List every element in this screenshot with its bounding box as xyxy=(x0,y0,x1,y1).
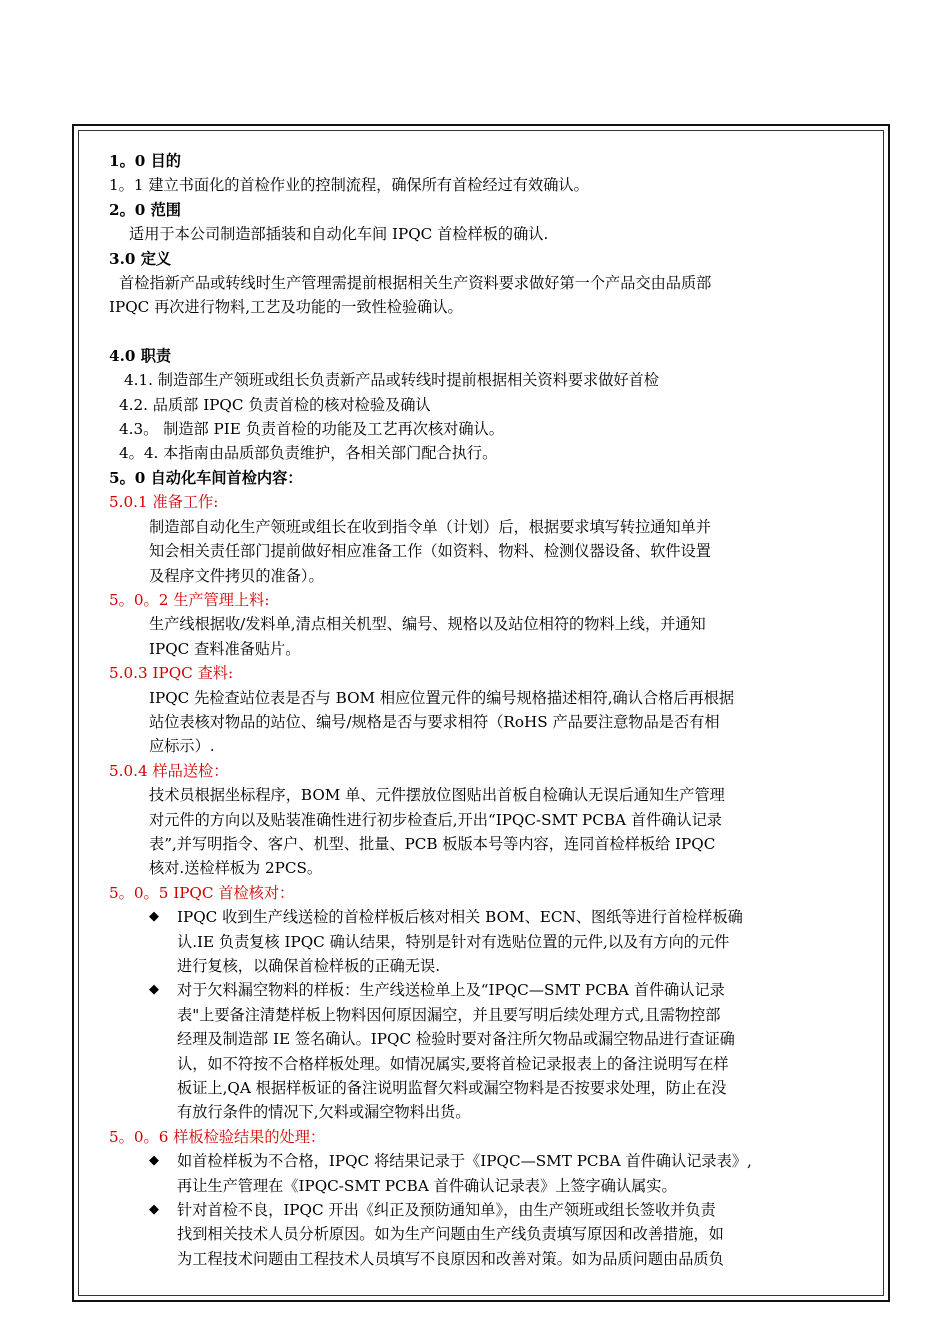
document-frame xyxy=(72,124,890,1302)
document-inner-border xyxy=(78,130,884,1296)
section-definition-heading: 3.0 定义 xyxy=(109,249,172,268)
section-scope-heading: 2。0 范围 xyxy=(109,200,181,219)
section-scope-text: 适用于本公司制造部插装和自动化车间 IPQC 首检样板的确认. xyxy=(129,225,549,244)
bullet-item xyxy=(109,1198,867,1271)
bullet-line: 如首检样板为不合格，IPQC 将结果记录于《IPQC—SMT PCBA 首件确认记录表》, xyxy=(177,1152,752,1171)
diamond-bullet-icon: ◆ xyxy=(149,982,159,998)
sub-result-title: 5。0。6 样板检验结果的处理： xyxy=(109,1127,326,1146)
section-purpose-heading: 1。0 目的 xyxy=(109,152,181,170)
sub-sample-line: 对元件的方向以及贴装准确性进行初步检查后,开出“IPQC-SMT PCBA 首件确认记录 xyxy=(149,810,722,829)
bullet-line: 对于欠料漏空物料的样板：生产线送检单上及“IPQC—SMT PCBA 首件确认记录 xyxy=(177,981,725,1000)
sub-prep-line: 制造部自动化生产领班或组长在收到指令单（计划）后，根据要求填写转拉通知单并 xyxy=(149,517,711,536)
bullet-line: 为工程技术问题由工程技术人员填写不良原因和改善对策。如为品质问题由品质负 xyxy=(177,1249,724,1268)
sub-sample-line: 技术员根据坐标程序，BOM 单、元件摆放位图贴出首板自检确认无误后通知生产管理 xyxy=(149,786,725,805)
bullet-line: 进行复核，以确保首检样板的正确无误. xyxy=(177,957,441,975)
bullet-line: 板证上,QA 根据样板证的备注说明监督欠料或漏空物料是否按要求处理，防止在没 xyxy=(177,1079,727,1098)
bullet-line: 再让生产管理在《IPQC-SMT PCBA 首件确认记录表》上签字确认属实。 xyxy=(177,1176,677,1195)
bullet-line: 经理及制造部 IE 签名确认。IPQC 检验时要对备注所欠物品或漏空物品进行查证确 xyxy=(177,1030,735,1049)
sub-loading-line: IPQC 查料准备贴片。 xyxy=(149,639,301,658)
section-duties-heading: 4.0 职责 xyxy=(109,346,172,365)
diamond-bullet-icon: ◆ xyxy=(149,909,159,925)
bullet-line: 针对首检不良，IPQC 开出《纠正及预防通知单》，由生产领班或组长签收并负责 xyxy=(177,1201,716,1220)
diamond-bullet-icon: ◆ xyxy=(149,1202,159,1218)
sub-sample-line: 核对.送检样板为 2PCS。 xyxy=(149,859,323,878)
bullet-item xyxy=(109,1149,867,1198)
diamond-bullet-icon: ◆ xyxy=(149,1153,159,1169)
sub-loading-line: 生产线根据收/发料单,清点相关机型、编号、规格以及站位相符的物料上线，并通知 xyxy=(149,615,706,634)
section-content-heading: 5。0 自动化车间首检内容： xyxy=(109,468,303,487)
sub-check-line: IPQC 先检查站位表是否与 BOM 相应位置元件的编号规格描述相符,确认合格后再根据 xyxy=(149,688,735,707)
sub-loading-title: 5。0。2 生产管理上料: xyxy=(109,590,270,609)
duty-item: 4.3。 制造部 PIE 负责首检的功能及工艺再次核对确认。 xyxy=(119,420,504,439)
section-definition-line-2: IPQC 再次进行物料,工艺及功能的一致性检验确认。 xyxy=(109,298,463,317)
sub-check-line: 站位表核对物品的站位、编号/规格是否与要求相符（RoHS 产品要注意物品是否有相 xyxy=(149,712,720,731)
bullet-line: 有放行条件的情况下,欠料或漏空物料出货。 xyxy=(177,1103,471,1122)
bullet-line: IPQC 收到生产线送检的首检样板后核对相关 BOM、ECN、图纸等进行首检样板确 xyxy=(177,908,743,927)
bullet-line: 表"上要备注清楚样板上物料因何原因漏空，并且要写明后续处理方式,且需物控部 xyxy=(177,1005,721,1024)
duty-item: 4.2. 品质部 IPQC 负责首检的核对检验及确认 xyxy=(119,395,431,414)
bullet-line: 找到相关技术人员分析原因。如为生产问题由生产线负责填写原因和改善措施，如 xyxy=(177,1225,724,1244)
sub-prep-line: 及程序文件拷贝的准备）。 xyxy=(149,566,324,585)
sub-verify-title: 5。0。5 IPQC 首检核对： xyxy=(109,883,295,902)
sub-check-title: 5.0.3 IPQC 查料: xyxy=(109,664,234,683)
section-definition-line-1: 首检指新产品或转线时生产管理需提前根据相关生产资料要求做好第一个产品交由品质部 xyxy=(119,274,712,293)
bullet-item xyxy=(109,905,867,978)
bullet-item xyxy=(109,978,867,1124)
sub-prep-title: 5.0.1 准备工作: xyxy=(109,493,219,512)
duty-item: 4.1. 制造部生产领班或组长负责新产品或转线时提前根据相关资料要求做好首检 xyxy=(124,371,659,390)
sub-check-line: 应标示）. xyxy=(149,737,215,756)
bullet-line: 认，如不符按不合格样板处理。如情况属实,要将首检记录报表上的备注说明写在样 xyxy=(177,1054,729,1073)
section-purpose-text: 1。1 建立书面化的首检作业的控制流程，确保所有首检经过有效确认。 xyxy=(109,176,589,195)
sub-sample-title: 5.0.4 样品送检： xyxy=(109,761,229,780)
document-body xyxy=(109,149,867,1271)
sub-sample-line: 表”,并写明指令、客户、机型、批量、PCB 板版本号等内容，连同首检样板给 IPQC xyxy=(149,834,716,853)
duty-item: 4。4. 本指南由品质部负责维护，各相关部门配合执行。 xyxy=(119,444,498,463)
sub-prep-line: 知会相关责任部门提前做好相应准备工作（如资料、物料、检测仪器设备、软件设置 xyxy=(149,542,711,561)
bullet-line: 认.IE 负责复核 IPQC 确认结果，特别是针对有选贴位置的元件,以及有方向的元件 xyxy=(177,932,730,951)
